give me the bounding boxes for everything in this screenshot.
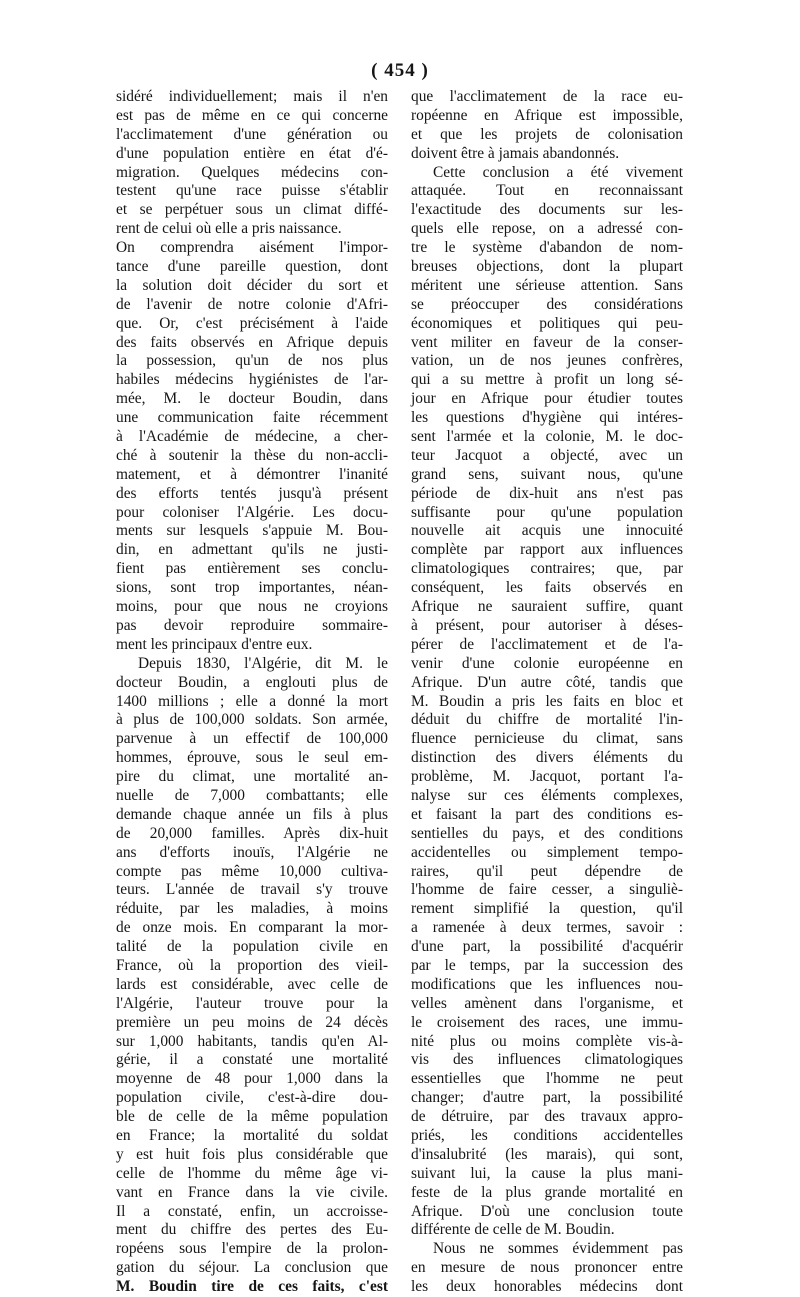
text-line: climatologiques contraires; que, par [411, 560, 683, 578]
text-line: tre le système d'abandon de nom- [411, 239, 683, 257]
text-line: parvenue à un effectif de 100,000 [116, 730, 388, 748]
text-line: Afrique ne sauraient suffire, quant [411, 598, 683, 616]
text-line: ché à soutenir la thèse du non-accli- [116, 446, 388, 464]
page-number: ( 454 ) [371, 60, 429, 81]
text-line: pérer de l'acclimatement et de l'a- [411, 635, 683, 653]
text-line: y est huit fois plus considérable que [116, 1145, 388, 1163]
text-line: méritent une sérieuse attention. Sans [411, 276, 683, 294]
text-line: tance d'une pareille question, dont [116, 258, 388, 276]
text-line: à plus de 100,000 soldats. Son armée, [116, 711, 388, 729]
text-line: en mesure de nous prononcer entre [411, 1259, 683, 1277]
text-line: teurs. L'année de travail s'y trouve [116, 881, 388, 899]
text-line: à présent, pour autoriser à déses- [411, 616, 683, 634]
text-line: d'une population entière en état d'é- [116, 144, 388, 162]
text-line: complète par rapport aux influences [411, 541, 683, 559]
text-line: attaquée. Tout en reconnaissant [411, 182, 683, 200]
text-line: moyenne de 48 pour 1,000 dans la [116, 1070, 388, 1088]
text-line: rent de celui où elle a pris naissance. [116, 220, 342, 238]
text-line: l'exactitude des documents sur les- [411, 201, 683, 219]
text-line: première un peu moins de 24 décès [116, 1013, 388, 1031]
text-line: ments sur lesquels s'appuie M. Bou- [116, 522, 388, 540]
text-line: sentielles du pays, et des conditions [411, 824, 683, 842]
text-line: a ramenée à deux termes, savoir : [411, 919, 683, 937]
text-line: Cette conclusion a été vivement [433, 163, 683, 181]
text-line: breuses objections, dont la plupart [411, 258, 683, 276]
text-line: Afrique. D'un autre côté, tandis que [411, 673, 683, 691]
text-line: nité plus ou moins complète vis-à- [411, 1032, 683, 1050]
text-line: que l'acclimatement de la race eu- [411, 88, 683, 105]
text-line: hommes, éprouve, sous le seul em- [116, 749, 388, 767]
text-line: ropéens sous l'empire de la prolon- [116, 1240, 388, 1258]
text-line: sions, sont trop importantes, néan- [116, 579, 388, 597]
text-line: ment du chiffre des pertes des Eu- [116, 1221, 388, 1239]
text-line: din, en admettant qu'ils ne justi- [116, 541, 388, 559]
text-line: demande chaque année un fils à plus [116, 805, 388, 823]
text-line: par le temps, par la succession des [411, 956, 683, 974]
text-line: jour en Afrique pour étudier toutes [411, 390, 683, 408]
text-line: problème, M. Jacquot, portant l'a- [411, 768, 683, 786]
text-line: venir d'une colonie européenne en [411, 654, 683, 672]
text-line: et se perpétuer sous un climat diffé- [116, 201, 388, 219]
text-line: fient pas entièrement ses conclu- [116, 560, 388, 578]
text-line: est pas de même en ce qui concerne [116, 106, 388, 124]
text-line: l'Algérie, l'auteur trouve pour la [116, 994, 388, 1012]
text-line: pire du climat, une mortalité an- [116, 768, 388, 786]
text-line: suivant lui, la cause la plus mani- [411, 1164, 683, 1182]
text-line: pour coloniser l'Algérie. Les docu- [116, 503, 388, 521]
text-line: le croisement des races, une immu- [411, 1013, 683, 1031]
text-line: gérie, il a constaté une mortalité [116, 1051, 388, 1069]
text-line: nuelle de 7,000 combattants; elle [116, 786, 388, 804]
left-text-column [116, 88, 388, 1297]
right-text-column [411, 88, 683, 1297]
text-line: les questions d'hygiène qui intéres- [411, 409, 683, 427]
text-line: compte pas même 10,000 cultiva- [116, 862, 388, 880]
text-line: en France; la mortalité du soldat [116, 1126, 388, 1144]
text-line: vant en France dans la vie civile. [116, 1183, 388, 1201]
text-line: pas devoir reproduire sommaire- [116, 616, 388, 634]
text-line: priés, les conditions accidentelles [411, 1126, 683, 1144]
text-line: quels elle repose, on a adressé con- [411, 220, 683, 238]
text-line: fluence pernicieuse du climat, sans [411, 730, 683, 748]
text-line: suffisante pour qu'une population [411, 503, 683, 521]
text-line: les deux honorables médecins dont [411, 1278, 683, 1296]
text-line: différente de celle de M. Boudin. [411, 1221, 615, 1239]
text-line: de détruire, par des travaux appro- [411, 1108, 683, 1126]
text-line: vent militer en faveur de la conser- [411, 333, 683, 351]
text-line: sur 1,000 habitants, tandis qu'en Al- [116, 1032, 388, 1050]
text-line: conséquent, les faits observés en [411, 579, 683, 597]
text-line: habiles médecins hygiénistes de l'ar- [116, 371, 388, 389]
text-line: rement simplifié la question, qu'il [411, 900, 683, 918]
text-line: une communication faite récemment [116, 409, 388, 427]
text-line: et faisant la part des conditions es- [411, 805, 683, 823]
text-line: distinction des divers éléments du [411, 749, 683, 767]
text-line: 1400 millions ; elle a donné la mort [116, 692, 388, 710]
text-line: que. Or, c'est précisément à l'aide [116, 314, 388, 332]
text-line: ropéenne en Afrique est impossible, [411, 106, 683, 124]
text-line: population civile, c'est-à-dire dou- [116, 1089, 388, 1107]
text-line: gation du séjour. La conclusion que [116, 1259, 388, 1277]
text-line: migration. Quelques médecins con- [116, 163, 388, 181]
text-line: modifications que les influences nou- [411, 975, 683, 993]
text-line: Afrique. D'où une conclusion toute [411, 1202, 683, 1220]
text-line: doivent être à jamais abandonnés. [411, 144, 620, 162]
text-line: lards est considérable, avec celle de [116, 975, 388, 993]
text-line: M. Boudin tire de ces faits, c'est [116, 1278, 388, 1296]
text-line: Depuis 1830, l'Algérie, dit M. le [138, 654, 388, 672]
text-line: des efforts tentés jusqu'à présent [116, 484, 388, 502]
text-line: testent qu'une race puisse s'établir [116, 182, 388, 200]
text-line: des faits observés en Afrique depuis [116, 333, 388, 351]
text-line: ble de celle de la même population [116, 1108, 388, 1126]
text-line: nouvelle ait acquis une innocuité [411, 522, 683, 540]
text-line: période de dix-huit ans n'est pas [411, 484, 683, 502]
text-line: et que les projets de colonisation [411, 125, 683, 143]
text-line: à l'Académie de médecine, a cher- [116, 428, 388, 446]
text-line: talité de la population civile en [116, 938, 388, 956]
text-line: vation, un de nos jeunes confrères, [411, 352, 683, 370]
text-line: d'insalubrité (les marais), qui sont, [411, 1145, 683, 1163]
text-line: On comprendra aisément l'impor- [116, 239, 388, 257]
text-line: raires, qu'il peut dépendre de [411, 862, 683, 880]
text-line: la possession, qu'un de nos plus [116, 352, 388, 370]
text-line: vis des influences climatologiques [411, 1051, 683, 1069]
text-line: essentielles que l'homme ne peut [411, 1070, 683, 1088]
text-line: d'une part, la possibilité d'acquérir [411, 938, 683, 956]
text-line: docteur Boudin, a englouti plus de [116, 673, 388, 691]
text-line: sidéré individuellement; mais il n'en [116, 88, 388, 105]
text-line: économiques et politiques qui peu- [411, 314, 683, 332]
text-line: nalyse sur ces éléments complexes, [411, 786, 683, 804]
text-line: France, où la proportion des vieil- [116, 956, 388, 974]
text-line: grand sens, suivant nous, qu'une [411, 465, 683, 483]
text-line: se préoccuper des considérations [411, 295, 683, 313]
text-line: de onze mois. En comparant la mor- [116, 919, 388, 937]
text-line: sent l'armée et la colonie, M. le doc- [411, 428, 683, 446]
text-line: moins, pour que nous ne croyions [116, 598, 388, 616]
text-line: changer; d'autre part, la possibilité [411, 1089, 683, 1107]
text-line: l'homme de faire cesser, a singuliè- [411, 881, 683, 899]
text-line: de 20,000 familles. Après dix-huit [116, 824, 388, 842]
text-line: qui a su mettre à profit un long sé- [411, 371, 683, 389]
text-line: ment les principaux d'entre eux. [116, 635, 313, 653]
text-line: Il a constaté, enfin, un accroisse- [116, 1202, 388, 1220]
text-line: ans d'efforts inouïs, l'Algérie ne [116, 843, 388, 861]
text-line: de l'avenir de notre colonie d'Afri- [116, 295, 388, 313]
text-line: celle de l'homme du même âge vi- [116, 1164, 388, 1182]
text-line: l'acclimatement d'une génération ou [116, 125, 388, 143]
text-line: accidentelles ou simplement tempo- [411, 843, 683, 861]
text-line: velles amènent dans l'organisme, et [411, 994, 683, 1012]
text-line: M. Boudin a pris les faits en bloc et [411, 692, 683, 710]
text-line: mée, M. le docteur Boudin, dans [116, 390, 388, 408]
text-line: la solution doit décider du sort et [116, 276, 388, 294]
text-line: réduite, par les maladies, à moins [116, 900, 388, 918]
text-line: teur Jacquot a objecté, avec un [411, 446, 683, 464]
text-line: déduit du chiffre de mortalité l'in- [411, 711, 683, 729]
text-line: Nous ne sommes évidemment pas [433, 1240, 683, 1258]
text-line: feste de la plus grande mortalité en [411, 1183, 683, 1201]
text-line: matement, et à démontrer l'inanité [116, 465, 388, 483]
